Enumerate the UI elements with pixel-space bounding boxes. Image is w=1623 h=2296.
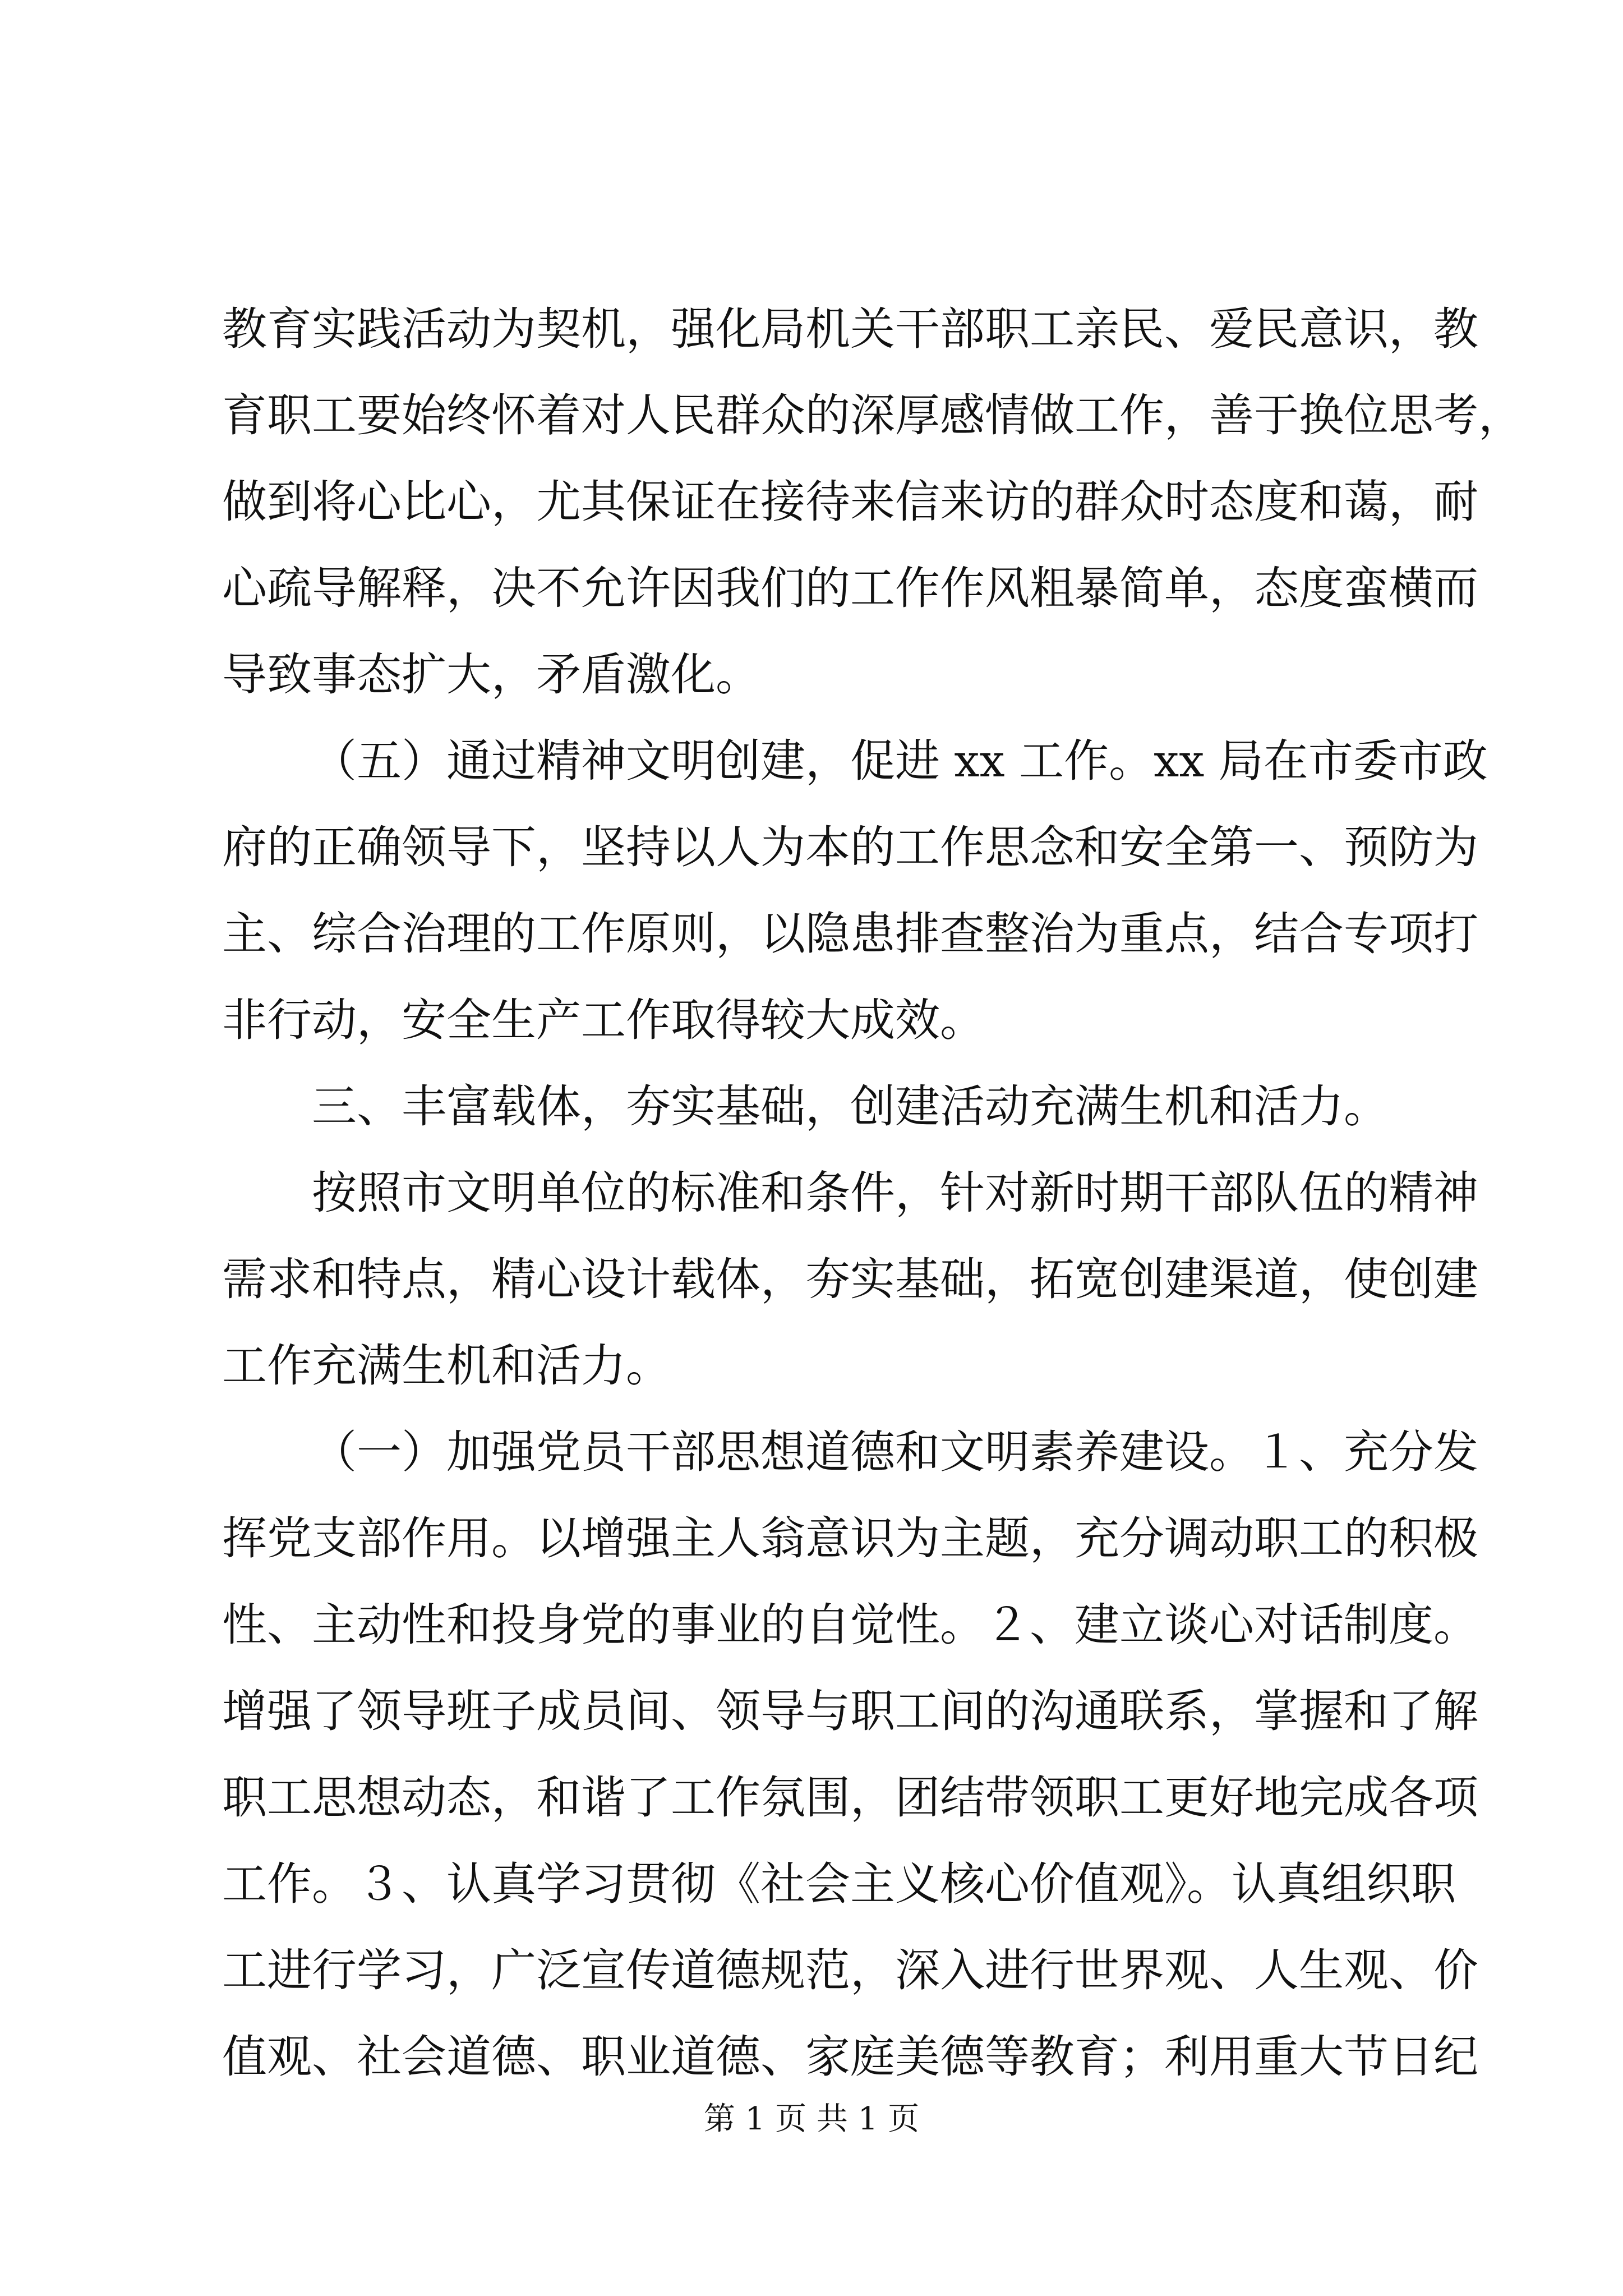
text-line: 府的正确领导下，坚持以人为本的工作思念和安全第一、预防为	[222, 821, 1478, 873]
text-line: 工作充满生机和活力。	[222, 1340, 671, 1392]
text-line: 需求和特点，精心设计载体，夯实基础，拓宽创建渠道，使创建	[222, 1253, 1478, 1305]
text-line: 育职工要始终怀着对人民群众的深厚感情做工作，善于换位思考，	[222, 389, 1523, 441]
text-line: 教育实践活动为契机，强化局机关干部职工亲民、爱民意识，教	[222, 303, 1478, 355]
section-heading: 三、丰富载体，夯实基础，创建活动充满生机和活力。	[312, 1080, 1389, 1133]
text-line: 增强了领导班子成员间、领导与职工间的沟通联系，掌握和了解	[222, 1685, 1478, 1737]
page-number-label: 第 1 页 共 1 页	[703, 2101, 920, 2137]
text-line: 导致事态扩大，矛盾激化。	[222, 648, 760, 701]
text-line: 挥党支部作用。以增强主人翁意识为主题，充分调动职工的积极	[222, 1512, 1478, 1565]
text-line: （五）通过精神文明创建，促进 xx 工作。xx 局在市委市政	[312, 735, 1488, 787]
text-line: 性、主动性和投身党的事业的自觉性。２、建立谈心对话制度。	[222, 1599, 1478, 1651]
page-footer	[0, 2097, 1623, 2142]
text-line: 工作。３、认真学习贯彻《社会主义核心价值观》。认真组织职	[222, 1858, 1456, 1910]
text-line: 做到将心比心，尤其保证在接待来信来访的群众时态度和蔼，耐	[222, 476, 1478, 528]
text-line: 职工思想动态，和谐了工作氛围，团结带领职工更好地完成各项	[222, 1772, 1478, 1824]
document-body	[222, 286, 1523, 2100]
text-line: 值观、社会道德、职业道德、家庭美德等教育；利用重大节日纪	[222, 2031, 1478, 2083]
text-line: 按照市文明单位的标准和条件，针对新时期干部队伍的精神	[312, 1167, 1478, 1219]
text-line: （一）加强党员干部思想道德和文明素养建设。１、充分发	[312, 1426, 1478, 1478]
text-line: 心疏导解释，决不允许因我们的工作作风粗暴简单，态度蛮横而	[222, 562, 1478, 614]
text-line: 工进行学习，广泛宣传道德规范，深入进行世界观、人生观、价	[222, 1944, 1478, 1996]
text-line: 主、综合治理的工作原则，以隐患排查整治为重点，结合专项打	[222, 908, 1478, 960]
text-line: 非行动，安全生产工作取得较大成效。	[222, 994, 985, 1046]
